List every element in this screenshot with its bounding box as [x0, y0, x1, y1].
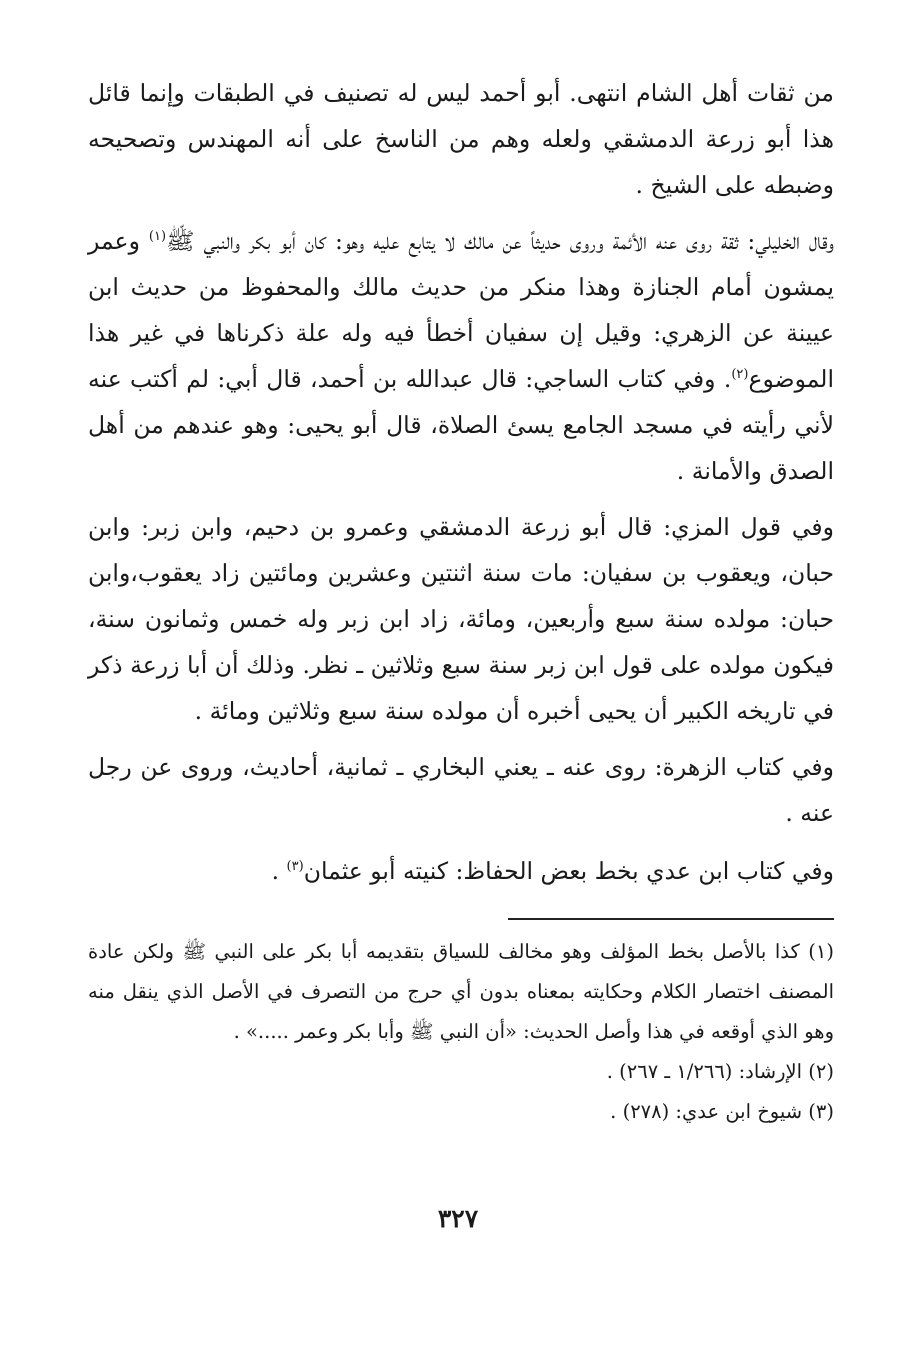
paragraph-3: وفي قول المزي: قال أبو زرعة الدمشقي وعمرو بن دحيم، وابن زبر: وابن حبان، ويعقوب بن سفيان: مات سنة اثنتين وعشرين ومائتين زاد يعقوب،وابن حبان: مولده سنة سبع وأربعين، ومائة، زاد ابن زبر وله خمس وثمانون سنة، فيكون مولده على قول ابن زبر سنة سبع وثلاثين ـ نظر. وذلك أن أبا زرعة ذكر في تاريخه الكبير أن يحيى أخبره أن مولده سنة سبع وثلاثين ومائة . — [88, 513, 834, 725]
footnote-divider — [508, 918, 834, 920]
footnote-1: (١) كذا بالأصل بخط المؤلف وهو مخالف للسياق بتقديمه أبا بكر على النبي ﷺ ولكن عادة المصنف اختصار الكلام وحكايته بمعناه بدون أي حرج من التصرف في الأصل الذي ينقل منه وهو الذي أوقعه في هذا وأصل الحديث: «أن النبي ﷺ وأبا بكر وعمر .....» . — [88, 940, 834, 1043]
footnote-ref-2: (٢) — [731, 367, 749, 383]
paragraph-2 — [88, 218, 834, 494]
paragraph-5-part-2: . — [271, 857, 287, 885]
paragraph-2-part-2: وعمر يمشون أمام الجنازة وهذا منكر من حديث مالك والمحفوظ من حديث ابن عيينة عن الزهري: وقيل إن سفيان أخطأ فيه وله علة ذكرناها في غير هذا الموضوع — [88, 227, 834, 393]
paragraph-5-part-1: وفي كتاب ابن عدي بخط بعض الحفاظ: كنيته أبو عثمان — [303, 857, 834, 885]
paragraph-2-part-3: . وفي كتاب الساجي: قال عبدالله بن أحمد، قال أبي: لم أكتب عنه لأني رأيته في مسجد الجامع يسئ الصلاة، قال أبو يحيى: وهو عندهم من أهل الصدق والأمانة . — [88, 365, 834, 485]
footnote-3: (٣) شيوخ ابن عدي: (٢٧٨) . — [610, 1100, 834, 1123]
footnote-ref-3: (٣) — [286, 859, 304, 875]
footnote-2: (٢) الإرشاد: (١/٢٦٦ ـ ٢٦٧) . — [606, 1060, 834, 1083]
paragraph-1: من ثقات أهل الشام انتهى. أبو أحمد ليس له تصنيف في الطبقات وإنما قائل هذا أبو زرعة الدمشقي ولعله وهم من الناسخ على أنه المهندس وتصحيحه وضبطه على الشيخ . — [88, 79, 834, 199]
page-number: ٣٢٧ — [437, 1204, 479, 1233]
paragraph-5 — [88, 848, 834, 894]
main-text — [88, 70, 834, 894]
paragraph-2-part-1: وقال الخليلي: ثقة روى عنه الأئمة وروى حديثاً عن مالك لا يتابع عليه وهو: كان أبو بكر والنبي ﷺ — [166, 227, 834, 255]
paragraph-4: وفي كتاب الزهرة: روى عنه ـ يعني البخاري ـ ثمانية، أحاديث، وروى عن رجل عنه . — [88, 753, 834, 827]
footnotes — [88, 932, 834, 1132]
footnote-ref-1: (١) — [148, 229, 167, 245]
